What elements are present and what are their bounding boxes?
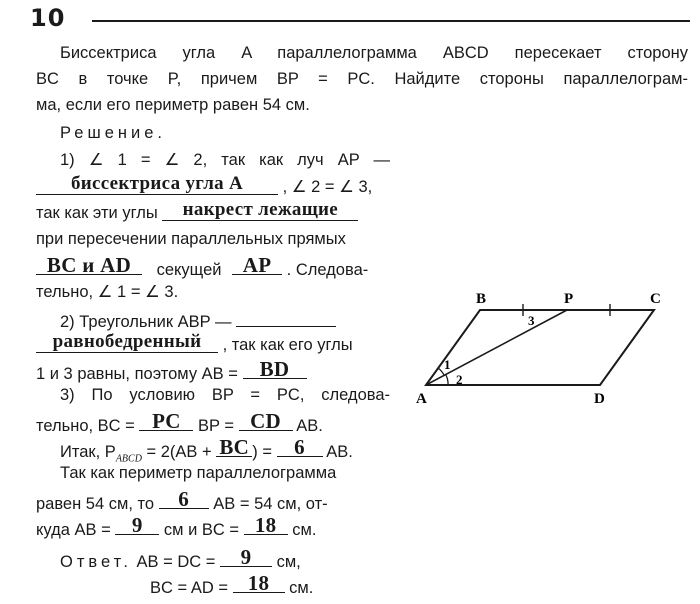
step1-text-e: секущей xyxy=(156,261,222,279)
step1-line-a: 1) ∠ 1 = ∠ 2, так как луч AP — xyxy=(60,151,390,169)
handwritten-answer: PC xyxy=(152,409,181,433)
answer-blank-ab[interactable] xyxy=(243,357,307,381)
handwritten-answer: биссектриса угла A xyxy=(70,173,244,194)
answer-blank-sum-bc[interactable] xyxy=(216,435,252,459)
step3-line-a: 3) По условию BP = PC, следова- xyxy=(60,386,390,404)
answer-blank-bisector[interactable] xyxy=(36,173,278,195)
step2-line-a xyxy=(60,308,336,332)
angle-arc-2 xyxy=(446,375,448,385)
answer-text-b: см, xyxy=(276,553,301,571)
bisector-ap xyxy=(426,310,567,385)
angle-label-3: 3 xyxy=(528,313,535,328)
perimeter-line-a: Так как периметр параллелограмма xyxy=(60,464,337,482)
sum-text-a: Итак, P xyxy=(60,443,116,461)
step1-line-b xyxy=(36,173,373,197)
label-c: C xyxy=(650,291,661,307)
handwritten-answer: BD xyxy=(259,357,290,381)
handwritten-answer: BC xyxy=(219,435,250,459)
answer-blank-final-bc[interactable] xyxy=(233,571,285,595)
step3-text-c: BP = xyxy=(198,417,234,435)
handwritten-answer: BC и AD xyxy=(46,253,132,277)
perimeter-subscript: ABCD xyxy=(115,453,142,465)
handwritten-answer: 18 xyxy=(254,513,277,537)
step1-text-b: , ∠ 2 = ∠ 3, xyxy=(282,178,373,196)
sum-text-c: ) = xyxy=(252,443,272,461)
step1-line-e xyxy=(36,253,369,280)
answer-blank-sum-factor[interactable] xyxy=(277,435,323,459)
handwritten-answer: 18 xyxy=(247,571,270,595)
step1-line-c xyxy=(36,199,358,223)
perimeter-text-e: см и BC = xyxy=(163,521,240,539)
step3-text-d: AB. xyxy=(296,417,323,435)
angle-label-1: 1 xyxy=(444,357,451,372)
answer-label: Ответ. xyxy=(60,553,132,571)
perimeter-line-b xyxy=(36,487,328,514)
answer-blank-perimeter-factor[interactable] xyxy=(159,487,209,511)
sum-line xyxy=(60,435,353,465)
answer-blank-final-ab[interactable] xyxy=(220,545,272,569)
step1-line-d: при пересечении параллельных прямых xyxy=(36,230,346,248)
answer-blank-isosceles[interactable] xyxy=(36,331,218,353)
perimeter-line-c xyxy=(36,513,317,540)
step2-text-b: , так как его углы xyxy=(222,336,353,354)
page-number: 10 xyxy=(30,4,66,32)
problem-line-2: BC в точке P, причем BP = PC. Найдите стороны параллелограм- xyxy=(36,70,688,88)
sum-text-d: AB. xyxy=(326,443,353,461)
header-rule xyxy=(92,20,690,22)
answer-text-a: AB = DC = xyxy=(136,553,216,571)
step1-line-g: тельно, ∠ 1 = ∠ 3. xyxy=(36,283,179,301)
answer-text-c: BC = AD = xyxy=(150,579,228,597)
label-a: A xyxy=(416,391,427,407)
step2-line-b xyxy=(36,331,353,355)
step3-text-b: тельно, BC = xyxy=(36,417,135,435)
step2-text-c: 1 и 3 равны, поэтому AB = xyxy=(36,365,238,383)
answer-blank-lines[interactable] xyxy=(36,253,142,277)
answer-blank-secant[interactable] xyxy=(232,253,282,277)
label-b: B xyxy=(476,291,487,307)
perimeter-text-c: AB = 54 см, от- xyxy=(213,495,328,513)
answer-blank-ab-value[interactable] xyxy=(115,513,159,537)
handwritten-answer: 9 xyxy=(131,513,143,537)
answer-line-1 xyxy=(60,545,301,572)
problem-line-3: ма, если его периметр равен 54 см. xyxy=(36,96,310,114)
perimeter-text-b: равен 54 см, то xyxy=(36,495,155,513)
handwritten-answer: 6 xyxy=(178,487,190,511)
answer-blank-bp[interactable] xyxy=(239,409,293,433)
answer-blank-angles[interactable] xyxy=(162,199,358,221)
step3-line-b xyxy=(36,409,323,436)
label-d: D xyxy=(594,391,605,407)
angle-label-2: 2 xyxy=(456,372,463,387)
answer-blank-bc-value[interactable] xyxy=(244,513,288,537)
sum-text-b: = 2(AB + xyxy=(146,443,212,461)
handwritten-answer: CD xyxy=(250,409,282,433)
handwritten-answer: накрест лежащие xyxy=(182,199,339,220)
handwritten-answer: 6 xyxy=(294,435,305,459)
answer-blank-bc[interactable] xyxy=(139,409,193,433)
problem-line-1: Биссектриса угла A параллелограмма ABCD пересекает сторону xyxy=(60,44,688,62)
step1-text-c: так как эти углы xyxy=(36,204,158,222)
perimeter-text-f: см. xyxy=(292,521,317,539)
label-p: P xyxy=(564,291,574,307)
perimeter-text-d: куда AB = xyxy=(36,521,111,539)
solution-label: Решение. xyxy=(60,124,166,142)
handwritten-answer: равнобедренный xyxy=(52,331,202,352)
handwritten-answer: AP xyxy=(242,253,272,277)
step2-text-a: 2) Треугольник ABP — xyxy=(60,313,232,331)
step2-line-c xyxy=(36,357,307,384)
answer-blank-empty[interactable] xyxy=(236,308,336,327)
handwritten-answer: 9 xyxy=(240,545,252,569)
answer-text-d: см. xyxy=(289,579,314,597)
parallelogram-figure xyxy=(410,285,690,415)
answer-line-2 xyxy=(150,571,314,598)
step1-text-f: . Следова- xyxy=(286,261,369,279)
